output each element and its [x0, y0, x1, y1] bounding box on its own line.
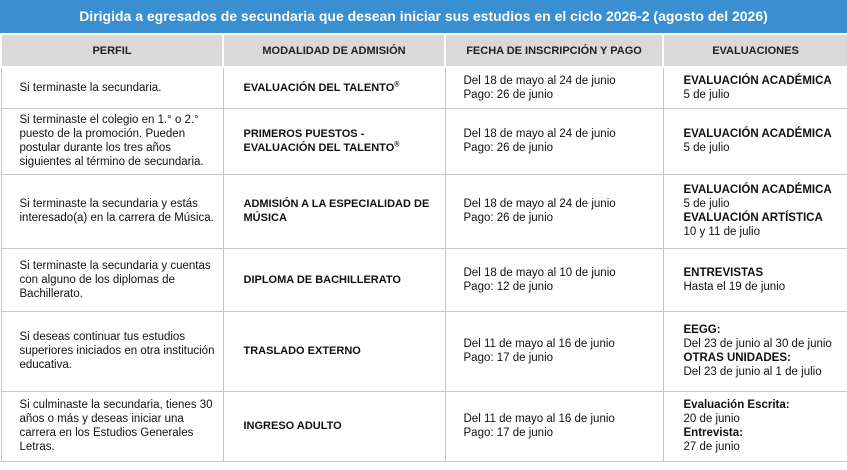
perfil-cell: Si terminaste el colegio en 1.° o 2.° puesto de la promoción. Pueden postular durante los tres años siguientes al término de secundaria. — [1, 108, 223, 174]
modalidad-cell — [223, 67, 445, 108]
perfil-cell: Si terminaste la secundaria y estás interesado(a) en la carrera de Música. — [1, 174, 223, 248]
modalidad-cell: DIPLOMA DE BACHILLERATO — [223, 248, 445, 311]
modalidad-cell: TRASLADO EXTERNO — [223, 311, 445, 391]
eval-label: EVALUACIÓN ARTÍSTICA — [683, 212, 823, 224]
eval-date: Hasta el 19 de junio — [683, 280, 786, 293]
inscripcion-dates: Del 11 de mayo al 16 de junio — [463, 413, 615, 425]
table-row — [1, 174, 847, 248]
perfil-cell: Si culminaste la secundaria, tienes 30 años o más y deseas iniciar una carrera en los Estudios Generales Letras. — [1, 391, 223, 461]
evaluaciones-cell — [663, 174, 847, 248]
evaluaciones-cell — [663, 108, 847, 174]
eval-label: EVALUACIÓN ACADÉMICA — [683, 184, 832, 196]
table-header-row — [1, 34, 847, 67]
header-perfil: PERFIL — [1, 34, 223, 67]
fecha-cell — [445, 311, 663, 391]
evaluaciones-cell — [663, 248, 847, 311]
header-evaluaciones: EVALUACIONES — [663, 34, 847, 67]
evaluaciones-cell — [663, 391, 847, 461]
table-row — [1, 108, 847, 174]
eval-date: 5 de julio — [683, 88, 730, 101]
table-title-banner: Dirigida a egresados de secundaria que desean iniciar sus estudios en el ciclo 2026-2 (agosto del 2026) — [0, 0, 847, 33]
header-fecha: FECHA DE INSCRIPCIÓN Y PAGO — [445, 34, 663, 67]
header-modalidad: MODALIDAD DE ADMISIÓN — [223, 34, 445, 67]
eval-date: 5 de julio — [683, 142, 730, 154]
eval-label: EVALUACIÓN ACADÉMICA — [683, 74, 832, 87]
perfil-cell: Si terminaste la secundaria y cuentas con alguno de los diplomas de Bachillerato. — [1, 248, 223, 311]
eval-label: Evaluación Escrita: — [683, 399, 790, 411]
eval-date: 20 de junio — [683, 413, 740, 425]
inscripcion-dates: Del 18 de mayo al 24 de junio — [463, 198, 616, 210]
eval-label: Entrevista: — [683, 427, 743, 439]
inscripcion-dates: Del 18 de mayo al 10 de junio — [463, 266, 616, 279]
inscripcion-dates: Del 18 de mayo al 24 de junio — [463, 74, 616, 87]
table-row — [1, 67, 847, 108]
pago-date: Pago: 26 de junio — [463, 88, 554, 101]
evaluaciones-cell — [663, 67, 847, 108]
pago-date: Pago: 26 de junio — [463, 142, 554, 154]
pago-date: Pago: 12 de junio — [463, 280, 554, 293]
modalidad-text-line2: EVALUACIÓN DEL TALENTO — [243, 142, 395, 154]
modalidad-text: EVALUACIÓN DEL TALENTO — [243, 81, 395, 94]
perfil-cell: Si terminaste la secundaria. — [1, 67, 223, 108]
eval-date: Del 23 de junio al 1 de julio — [683, 366, 822, 378]
inscripcion-dates: Del 18 de mayo al 24 de junio — [463, 128, 616, 140]
eval-label: EEGG: — [683, 324, 721, 336]
evaluaciones-cell — [663, 311, 847, 391]
table-row — [1, 391, 847, 461]
eval-date: 5 de julio — [683, 198, 730, 210]
pago-date: Pago: 17 de junio — [463, 352, 554, 364]
fecha-cell — [445, 248, 663, 311]
fecha-cell — [445, 391, 663, 461]
registered-mark: ® — [394, 81, 400, 89]
perfil-cell: Si deseas continuar tus estudios superiores iniciados en otra institución educativa. — [1, 311, 223, 391]
modalidad-cell: INGRESO ADULTO — [223, 391, 445, 461]
eval-date: 27 de junio — [683, 441, 740, 453]
admission-table — [0, 33, 847, 462]
modalidad-cell: ADMISIÓN A LA ESPECIALIDAD DE MÚSICA — [223, 174, 445, 248]
table-row — [1, 248, 847, 311]
fecha-cell — [445, 108, 663, 174]
inscripcion-dates: Del 11 de mayo al 16 de junio — [463, 338, 615, 350]
fecha-cell — [445, 174, 663, 248]
eval-label: EVALUACIÓN ACADÉMICA — [683, 128, 832, 140]
pago-date: Pago: 26 de junio — [463, 212, 554, 224]
fecha-cell — [445, 67, 663, 108]
eval-date: 10 y 11 de julio — [683, 226, 761, 238]
table-row — [1, 311, 847, 391]
modalidad-text-line1: PRIMEROS PUESTOS - — [243, 128, 365, 140]
eval-date: Del 23 de junio al 30 de junio — [683, 338, 832, 350]
eval-label: OTRAS UNIDADES: — [683, 352, 791, 364]
registered-mark: ® — [394, 141, 400, 149]
modalidad-cell — [223, 108, 445, 174]
pago-date: Pago: 17 de junio — [463, 427, 554, 439]
eval-label: ENTREVISTAS — [683, 266, 764, 279]
